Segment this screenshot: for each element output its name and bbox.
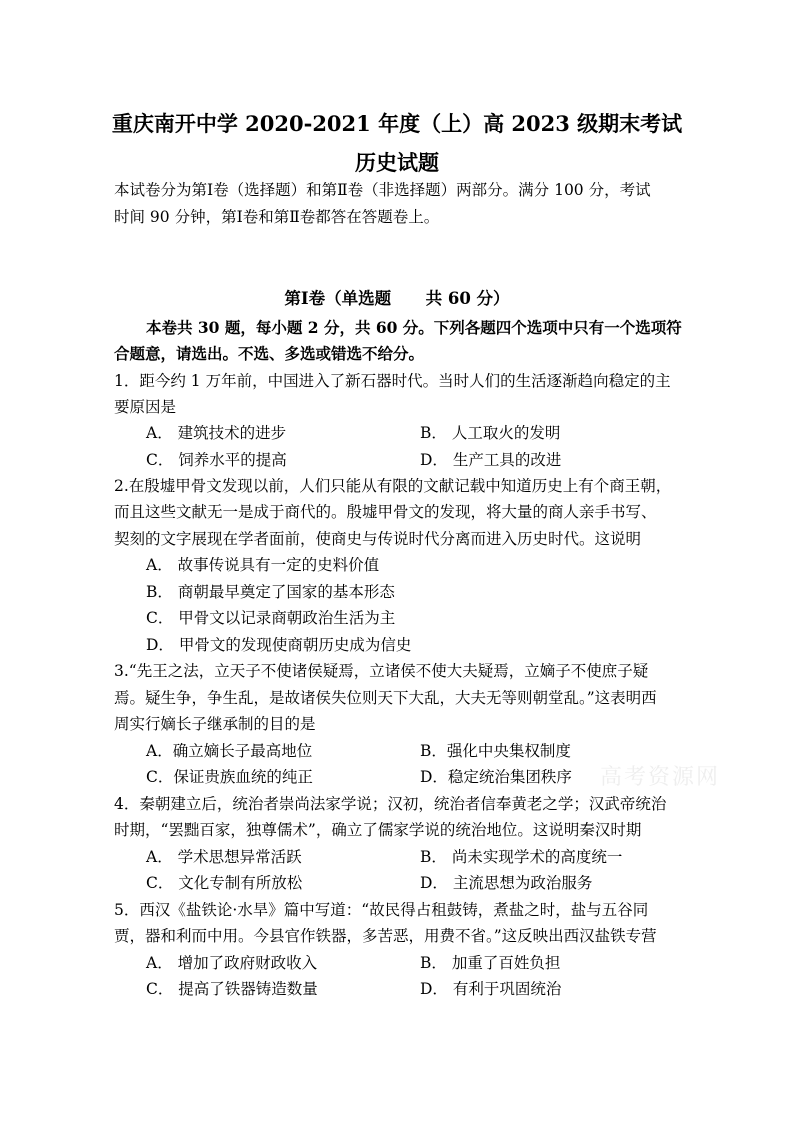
option-c: C． 文化专制有所放松 [146,874,303,892]
option-c: C．保证贵族血统的纯正 [146,768,313,786]
section-instructions: 本卷共 30 题，每小题 2 分，共 60 分。下列各题四个选项中只有一个选项符 [146,318,682,337]
option-a: A． 故事传说具有一定的史料价值 [146,556,380,574]
option-c: C． 甲骨文以记录商朝政治生活为主 [146,609,396,627]
question-stem: 要原因是 [114,398,177,416]
section-instructions: 合题意，请选出。不选、多选或错选不给分。 [114,344,425,363]
question-stem: 焉。疑生争，争生乱，是故诸侯失位则天下大乱，大夫无等则朝堂乱。”这表明西 [114,689,657,707]
question-stem: 4．秦朝建立后，统治者崇尚法家学说；汉初，统治者信奉黄老之学；汉武帝统治 [114,795,667,813]
option-b: B． 加重了百姓负担 [420,954,561,972]
option-d: D． 主流思想为政治服务 [420,874,593,892]
question-stem: 3.“先王之法，立天子不使诸侯疑焉，立诸侯不使大夫疑焉，立嫡子不使庶子疑 [114,662,649,680]
question-stem: 2.在殷墟甲骨文发现以前，人们只能从有限的文献记载中知道历史上有个商王朝， [114,477,672,495]
option-d: D． 有利于巩固统治 [420,980,562,998]
option-d: D． 生产工具的改进 [420,451,562,469]
option-c: C． 提高了铁器铸造数量 [146,980,318,998]
intro-line: 时间 90 分钟，第Ⅰ卷和第Ⅱ卷都答在答题卷上。 [114,208,440,226]
watermark: 高考资源网 [600,765,721,790]
intro-line: 本试卷分为第Ⅰ卷（选择题）和第Ⅱ卷（非选择题）两部分。满分 100 分，考试 [114,181,651,199]
option-a: A． 建筑技术的进步 [146,424,287,442]
option-d: D． 甲骨文的发现使商朝历史成为信史 [146,636,412,654]
option-a: A．确立嫡长子最高地位 [146,742,313,760]
question-stem: 周实行嫡长子继承制的目的是 [114,715,316,733]
option-b: B． 商朝最早奠定了国家的基本形态 [146,583,395,601]
question-stem: 贾，器和利而中用。今县官作铁器，多苦恶，用费不省。”这反映出西汉盐铁专营 [114,927,657,945]
exam-subtitle: 历史试题 [355,150,439,175]
section-heading: 第Ⅰ卷（单选题 共 60 分） [284,289,510,308]
question-stem: 5．西汉《盐铁论·水旱》篇中写道：“故民得占租鼓铸，煮盐之时，盐与五谷同 [114,901,649,919]
option-b: B．强化中央集权制度 [420,742,571,760]
question-stem: 而且这些文献无一是成于商代的。殷墟甲骨文的发现，将大量的商人亲手书写、 [114,503,657,521]
question-stem: 契刻的文字展现在学者面前，使商史与传说时代分离而进入历史时代。这说明 [114,530,642,548]
option-a: A． 增加了政府财政收入 [146,954,318,972]
option-c: C． 饲养水平的提高 [146,451,287,469]
option-a: A． 学术思想异常活跃 [146,848,302,866]
exam-title: 重庆南开中学 2020-2021 年度（上）高 2023 级期末考试 [111,111,683,136]
option-d: D．稳定统治集团秩序 [420,768,572,786]
option-b: B． 人工取火的发明 [420,424,561,442]
question-stem: 1．距今约 1 万年前，中国进入了新石器时代。当时人们的生活逐渐趋向稳定的主 [114,372,671,390]
option-b: B． 尚未实现学术的高度统一 [420,848,623,866]
question-stem: 时期，“罢黜百家，独尊儒术”，确立了儒家学说的统治地位。这说明秦汉时期 [114,821,642,839]
